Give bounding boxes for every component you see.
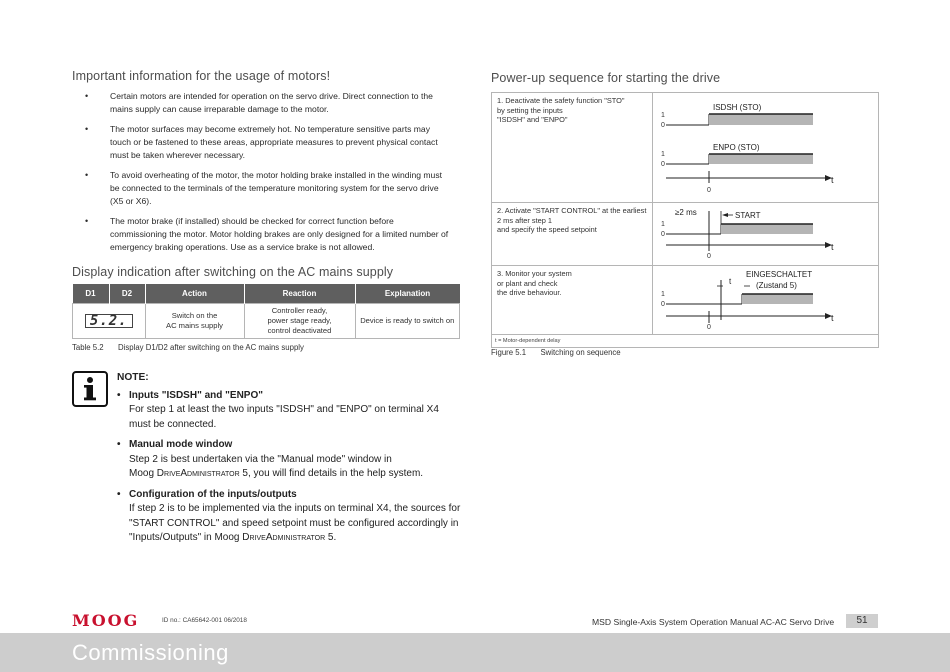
note-line	[129, 531, 462, 546]
step-line: 2. Activate "START CONTROL" at the earliest	[497, 206, 647, 215]
table-caption-text: Display D1/D2 after switching on the AC mains supply	[118, 343, 304, 352]
note-line: "START CONTROL" and speed setpoint must be configured accordingly in	[129, 517, 459, 529]
segment-display-cell	[73, 304, 146, 339]
figure-caption	[491, 348, 621, 357]
note-title: NOTE:	[117, 372, 149, 383]
step-row	[492, 93, 878, 203]
time-axis-label: t	[831, 242, 834, 252]
level-one-label: 1	[661, 291, 665, 298]
action-line: AC mains supply	[166, 321, 223, 330]
col-explanation: Explanation	[355, 284, 460, 304]
time-axis-label: t	[831, 175, 834, 185]
level-zero-label: 0	[661, 122, 665, 129]
step-row	[492, 266, 878, 335]
note-line: Step 2 is best undertaken via the "Manual mode" window in	[129, 453, 392, 465]
step-text	[492, 203, 653, 265]
enpo-high-fill	[709, 154, 813, 164]
timing-diagram-step2	[653, 203, 878, 265]
diagram-footnote: t = Motor-dependent delay	[495, 338, 561, 344]
list-item: • The motor surfaces may become extremely hot. No temperature sensitive parts may touch or be fastened to these areas, appropriate measures to prevent physical contact must be taken wherever necessary.	[72, 123, 452, 162]
reaction-line: Controller ready,	[271, 306, 328, 315]
note-item-head: Manual mode window	[129, 439, 233, 450]
reaction-line: control deactivated	[267, 326, 332, 335]
level-zero-label: 0	[661, 301, 665, 308]
time-zero-label: 0	[707, 324, 711, 331]
table-caption-number: Table 5.2	[72, 343, 104, 352]
eingeschaltet-label: EINGESCHALTET	[746, 270, 813, 279]
timing-diagram-step3	[653, 266, 878, 334]
delay-t-label: t	[729, 277, 732, 286]
table-row	[73, 304, 460, 339]
time-zero-label: 0	[707, 187, 711, 194]
step-line: and specify the speed setpoint	[497, 225, 597, 235]
moog-logo: MOOG	[72, 611, 140, 630]
note-line: If step 2 is to be implemented via the inputs on terminal X4, the sources for	[129, 503, 461, 514]
note-item-head: Inputs "ISDSH" and "ENPO"	[129, 389, 263, 401]
zustand-label: (Zustand 5)	[756, 281, 797, 290]
isdsh-label: ISDSH (STO)	[713, 103, 762, 112]
reaction-line: power stage ready,	[267, 316, 332, 325]
note-line	[129, 467, 462, 482]
time-axis-label: t	[831, 313, 834, 323]
step-text	[492, 266, 653, 334]
note-item-head: Configuration of the inputs/outputs	[129, 488, 297, 500]
step-line: 1. Deactivate the safety function "STO"	[497, 96, 625, 105]
delay-arrow	[722, 213, 728, 217]
figure-caption-number: Figure 5.1	[491, 348, 527, 357]
level-one-label: 1	[661, 151, 665, 158]
level-zero-label: 0	[661, 161, 665, 168]
note-text: 5, you will find details in the help system.	[239, 468, 424, 479]
note-text: "Inputs/Outputs" in Moog	[129, 532, 243, 543]
note-line: must be connected.	[129, 418, 217, 430]
timing-diagram-step1	[653, 93, 878, 202]
step-line: the drive behaviour.	[497, 288, 562, 298]
manual-title: MSD Single-Axis System Operation Manual AC-AC Servo Drive	[592, 617, 835, 627]
footer-bar	[0, 633, 950, 672]
action-cell	[145, 304, 244, 339]
powerup-heading: Power-up sequence for starting the drive	[491, 71, 721, 85]
list-item: • To avoid overheating of the motor, the motor holding brake installed in the winding must be connected to the terminals of the temperature monitoring system for the servo drive (X5 or X6).	[72, 169, 452, 208]
level-one-label: 1	[661, 221, 665, 228]
list-item: • The motor brake (if installed) should be checked for correct function before commissioning the motor. Motor holding brakes are only designed for a limited number of emergency braking operations. Use as a service brake is not allowed.	[72, 215, 452, 254]
note-text: Moog	[129, 468, 157, 479]
note-item-inputs	[117, 389, 462, 433]
step-line: "ISDSH" and "ENPO"	[497, 115, 568, 125]
section-title: Commissioning	[72, 640, 229, 665]
software-name: DriveAdministrator	[156, 468, 240, 479]
col-d1: D1	[73, 284, 110, 304]
note-item-configuration	[117, 488, 462, 546]
level-zero-label: 0	[661, 231, 665, 238]
level-one-label: 1	[661, 112, 665, 119]
display-table	[72, 284, 460, 339]
motors-heading: Important information for the usage of motors!	[72, 69, 331, 83]
powerup-diagram	[491, 92, 879, 348]
doc-id: ID no.: CA65642-001 06/2018	[162, 617, 247, 624]
enpo-label: ENPO (STO)	[713, 143, 760, 152]
time-zero-label: 0	[707, 253, 711, 260]
figure-caption-text: Switching on sequence	[540, 348, 621, 357]
info-icon	[72, 371, 108, 407]
segment-display: 5.2.	[85, 314, 133, 328]
software-name: DriveAdministrator	[242, 532, 326, 543]
motors-bullet-list	[72, 90, 452, 261]
step-line: 3. Monitor your system	[497, 269, 572, 278]
note-text: 5.	[325, 532, 337, 543]
note-line: For step 1 at least the two inputs "ISDSH" and "ENPO" on terminal X4	[129, 404, 439, 415]
step-text	[492, 93, 653, 202]
isdsh-high-fill	[709, 114, 813, 125]
eing-high-fill	[742, 294, 813, 304]
reaction-cell	[244, 304, 355, 339]
step-line: 2 ms after step 1	[497, 215, 553, 225]
display-heading: Display indication after switching on the AC mains supply	[72, 265, 394, 279]
note-block	[117, 371, 462, 546]
step-line: or plant and check	[497, 278, 558, 288]
delay-label: ≥2 ms	[675, 208, 697, 217]
table-caption	[72, 343, 304, 352]
note-item-manual-mode	[117, 438, 462, 482]
explanation-cell: Device is ready to switch on	[355, 304, 460, 339]
col-d2: D2	[109, 284, 145, 304]
start-label: START	[735, 211, 761, 220]
action-line: Switch on the	[171, 311, 218, 320]
step-row	[492, 203, 878, 266]
step-line: by setting the inputs	[497, 105, 563, 115]
col-action: Action	[145, 284, 244, 304]
page-number: 51	[846, 614, 878, 628]
list-item: • Certain motors are intended for operation on the servo drive. Direct connection to the mains supply can cause irreparable damage to the motor.	[72, 90, 452, 116]
col-reaction: Reaction	[244, 284, 355, 304]
start-high-fill	[721, 224, 813, 234]
